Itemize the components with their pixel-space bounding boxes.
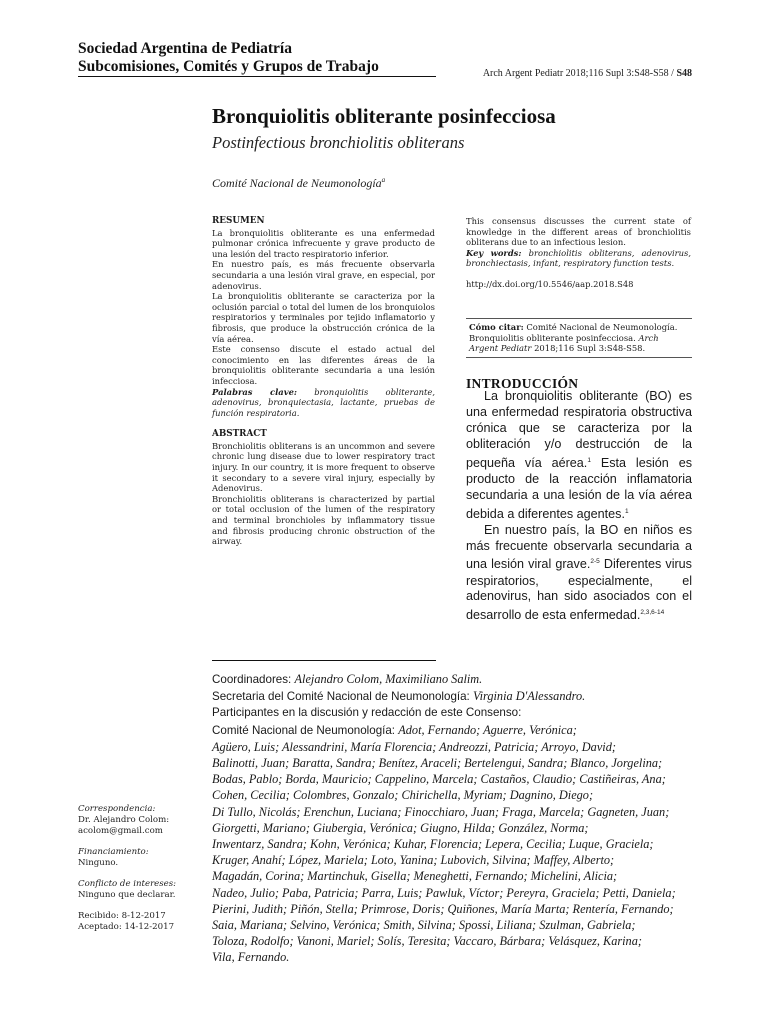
abstract-right-column	[466, 216, 691, 290]
committee-affiliation-mark: a	[381, 176, 386, 184]
intro-ref: 2-5	[590, 558, 600, 566]
committee-members-line	[212, 722, 690, 739]
resumen-paragraph: La bronquiolitis obliterante se caracteriza por la oclusión parcial o total del lumen de los bronquiolos respiratorios y terminales por tejido inflamatorio y fibrosis, que produce la obstrucción crónica de la vía aérea.	[212, 291, 435, 344]
correspondence-block	[78, 804, 198, 837]
received-date: Recibido: 8-12-2017	[78, 911, 166, 921]
intro-ref: 1	[587, 456, 591, 464]
member-line: Vila, Fernando.	[212, 950, 290, 965]
correspondence-sidebar	[78, 804, 198, 933]
journal-separator: /	[671, 68, 674, 79]
article-title: Bronquiolitis obliterante posinfecciosa	[212, 104, 556, 128]
member-line: Agüero, Luis; Alessandrini, María Florencia; Andreozzi, Patricia; Arroyo, David;	[212, 739, 616, 754]
member-line: Bodas, Pablo; Borda, Mauricio; Cappelino, Marcela; Castaños, Claudio; Castiñeiras, Ana;	[212, 772, 666, 787]
correspondence-email[interactable]: acolom@gmail.com	[78, 826, 163, 836]
abstract-left-column	[212, 216, 435, 547]
committee-members-names: Adot, Fernando; Aguerre, Verónica;	[398, 722, 577, 737]
member-line: Inwentarz, Sandra; Kohn, Verónica; Kuhar, Florencia; Lepera, Cecilia; Luque, Graciela;	[212, 837, 654, 852]
introduccion-heading: INTRODUCCIÓN	[466, 376, 579, 391]
dates-block	[78, 911, 198, 933]
footnote-rule	[212, 660, 436, 661]
participants-label: Participantes en la discusión y redacción de este Consenso:	[212, 706, 522, 720]
member-line: Magadán, Corina; Martinchuk, Gisella; Meneghetti, Fernando; Michelini, Alicia;	[212, 869, 618, 884]
coordinators-line	[212, 671, 690, 688]
secretary-label: Secretaria del Comité Nacional de Neumonología:	[212, 690, 470, 704]
society-name: Sociedad Argentina de Pediatría	[78, 40, 292, 57]
journal-reference	[483, 68, 692, 79]
author-committee	[212, 176, 385, 191]
contributors-block	[212, 671, 690, 966]
committee-name: Comité Nacional de Neumonología	[212, 176, 382, 190]
coordinators-label: Coordinadores:	[212, 673, 292, 686]
subcommittees-label: Subcomisiones, Comités y Grupos de Trabajo	[78, 58, 379, 75]
conflict-label: Conflicto de intereses:	[78, 879, 177, 889]
intro-text: Esta lesión es producto de la reacción inflamatoria secundaria a una lesión de la vía aérea debida a diferentes agentes.	[466, 455, 692, 521]
intro-text: En nuestro país, la BO en niños es más frecuente observarla secundaria a una lesión viral grave.	[466, 522, 692, 572]
abstract-paragraph: Bronchiolitis obliterans is an uncommon and severe chronic lung disease due to lower respiratory tract injury. In our country, it is more frequent to observe it secondary to a severe viral injury, especially by Adenovirus.	[212, 440, 435, 494]
abstract-continuation: This consensus discusses the current state of knowledge in the different areas of bronchiolitis obliterans due to an infectious lesion.	[466, 216, 691, 248]
coordinators-names: Alejandro Colom, Maximiliano Salim.	[294, 672, 483, 686]
member-line: Nadeo, Julio; Paba, Patricia; Parra, Luis; Pawluk, Víctor; Pereyra, Graciela; Petti, Daniela;	[212, 885, 676, 900]
citation-text: Comité Nacional de Neumonología. Bronquiolitis obliterante posinfecciosa.	[469, 322, 678, 343]
secretary-line	[212, 688, 690, 705]
citation-ref: 2018;116 Supl 3:S48-S58.	[534, 343, 646, 354]
funding-value: Ninguno.	[78, 858, 119, 868]
conflict-block	[78, 879, 198, 901]
page-number: S48	[676, 68, 692, 79]
correspondence-name: Dr. Alejandro Colom:	[78, 815, 170, 825]
conflict-value: Ninguno que declarar.	[78, 890, 176, 900]
abstract-keywords-list: bronchiolitis obliterans, adenovirus, bronchiectasis, infant, respiratory function tests.	[466, 247, 692, 269]
member-line: Di Tullo, Nicolás; Erenchun, Luciana; Finocchiaro, Juan; Fraga, Marcela; Gagneten, Juan;	[212, 804, 670, 819]
resumen-keywords-list: bronquiolitis obliterante, adenovirus, bronquiectasia, lactante, pruebas de función respiratoria.	[212, 386, 435, 418]
member-line: Balinotti, Juan; Baratta, Sandra; Benítez, Araceli; Bertelengui, Sandra; Blanco, Jorgelina;	[212, 756, 663, 771]
intro-text: La bronquiolitis obliterante (BO) es una enfermedad respiratoria obstructiva crónica que se caracteriza por la obliteración y/o destrucción de la pequeña vía aérea.	[466, 389, 692, 470]
correspondence-label: Correspondencia:	[78, 804, 156, 814]
funding-block	[78, 847, 198, 869]
intro-ref: 1	[624, 507, 629, 515]
society-header	[78, 40, 379, 76]
funding-label: Financiamiento:	[78, 847, 149, 857]
header-rule	[78, 76, 436, 77]
doi-link[interactable]: http://dx.doi.org/10.5546/aap.2018.S48	[466, 278, 634, 289]
intro-paragraph	[466, 389, 692, 523]
member-line: Kruger, Anahí; López, Mariela; Loto, Yanina; Lubovich, Silvina; Maffey, Alberto;	[212, 853, 615, 868]
member-line: Pierini, Judith; Piñón, Stella; Primrose, Doris; Quiñones, María Marta; Rentería, Fernando;	[212, 901, 674, 916]
abstract-paragraph: Bronchiolitis obliterans is characterized by partial or total occlusion of the lumen of the respiratory and terminal bronchioles by inflammatory tissue and fibrosis producing chronic obstruction of the airway.	[212, 493, 435, 547]
citation-label: Cómo citar:	[469, 322, 524, 332]
abstract-keywords	[466, 248, 691, 269]
article-subtitle: Postinfectious bronchiolitis obliterans	[212, 133, 465, 152]
intro-text: Diferentes virus respiratorios, especialmente, el adenovirus, han sido asociados con el desarrollo de esta enfermedad.	[466, 557, 692, 623]
member-line: Giorgetti, Mariano; Giubergia, Verónica; Giugno, Hilda; González, Norma;	[212, 820, 589, 835]
member-line: Saia, Mariana; Selvino, Verónica; Smith, Silvina; Spossi, Liliana; Szulman, Gabriela;	[212, 918, 636, 933]
member-line: Toloza, Rodolfo; Vanoni, Mariel; Solís, Teresita; Vaccaro, Bárbara; Velásquez, Karina;	[212, 934, 642, 949]
journal-citation: Arch Argent Pediatr 2018;116 Supl 3:S48-S58	[482, 68, 669, 79]
resumen-heading: RESUMEN	[212, 216, 265, 226]
resumen-paragraph: Este consenso discute el estado actual del conocimiento en las diferentes áreas de la bronquiolitis obliterante secundaria a una lesión infecciosa.	[212, 344, 435, 386]
resumen-keywords	[212, 387, 435, 419]
intro-ref: 2,3,6-14	[640, 609, 665, 617]
resumen-paragraph: La bronquiolitis obliterante es una enfermedad pulmonar crónica infrecuente y grave producto de una lesión del tracto respiratorio inferior.	[212, 227, 435, 259]
abstract-heading: ABSTRACT	[212, 429, 267, 440]
citation-journal: Arch Argent Pediatr	[469, 332, 659, 354]
resumen-keywords-label: Palabras clave:	[212, 386, 298, 397]
introduccion-body	[466, 389, 692, 624]
committee-members-label: Comité Nacional de Neumonología:	[212, 723, 396, 737]
resumen-paragraph: En nuestro país, es más frecuente observarla secundaria a una lesión viral grave, en especial, por adenovirus.	[212, 259, 435, 291]
citation-box	[466, 318, 692, 358]
intro-paragraph	[466, 523, 692, 625]
member-line: Cohen, Cecilia; Colombres, Gonzalo; Chirichella, Myriam; Dagnino, Diego;	[212, 788, 594, 803]
secretary-name: Virginia D'Alessandro.	[473, 689, 586, 704]
abstract-keywords-label: Key words:	[466, 247, 522, 258]
accepted-date: Aceptado: 14-12-2017	[78, 922, 175, 932]
